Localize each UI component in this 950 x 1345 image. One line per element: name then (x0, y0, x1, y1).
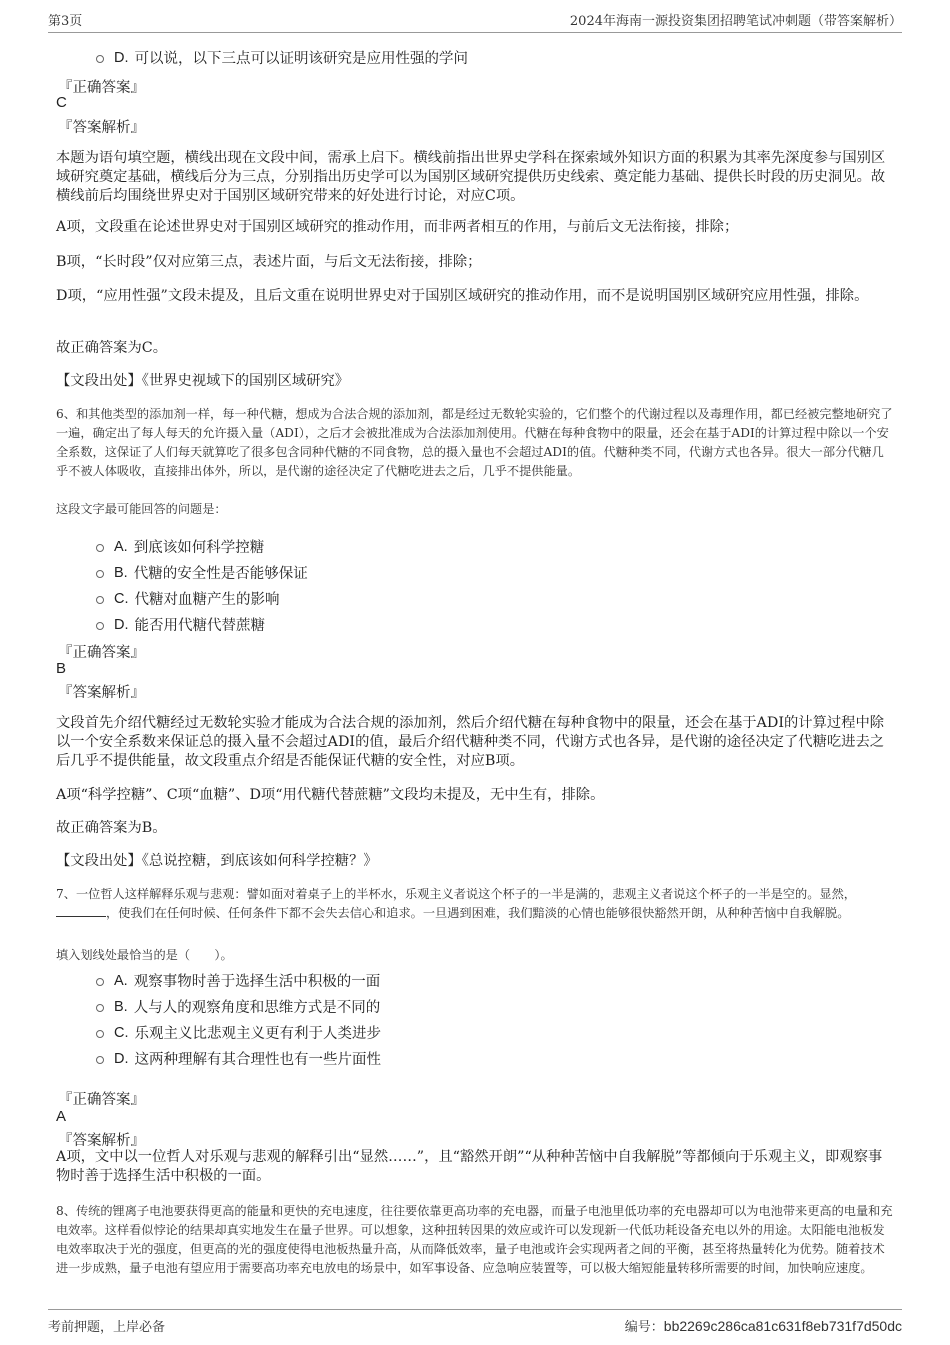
page-number: 第3页 (48, 14, 83, 29)
q7-option-d[interactable]: D. 这两种理解有其合理性也有一些片面性 (96, 1048, 381, 1069)
q7-analysis: A项，文中以一位哲人对乐观与悲观的解释引出“显然……”，且“豁然开朗”“从种种苦恼中自我解脱”等都倾向于乐观主义，即观察事物时善于选择生活中积极的一面。 (56, 1149, 883, 1184)
q5-option-d[interactable]: D. 可以说，以下三点可以证明该研究是应用性强的学问 (96, 47, 468, 68)
radio-icon[interactable] (96, 570, 104, 578)
q5-analysis-p5: 故正确答案为C。 (56, 340, 168, 356)
radio-icon[interactable] (96, 1004, 104, 1012)
q6-stem: 6、和其他类型的添加剂一样，每一种代糖，想成为合法合规的添加剂，都是经过无数轮实验的，它们整个的代谢过程以及毒理作用，都已经被完整地研究了一遍，确定出了每人每天的允许摄入量（ADI），之后才会被批准成为合法添加剂使用。代糖在每种食物中的限量，还会在基于ADI的计算过程中除以一个安全系数，这保证了人们每天就算吃了很多包含同种代糖的不同食物，总的摄入量也不会超过ADI的值。代糖种类不同，代谢方式也各异。很大一部分代糖几乎不被人体吸收，直接排出体外，所以，是代谢的途径决定了代糖吃进去之后，几乎不提供能量。 (56, 407, 893, 478)
q5-analysis-p4: D项，“应用性强”文段未提及，且后文重在说明世界史对于国别区域研究的推动作用，而不是说明国别区域研究应用性强，排除。 (56, 288, 869, 304)
footer-code: 编号：bb2269c286ca81c631f8eb731f7d50dc (624, 1318, 902, 1335)
q6-prompt: 这段文字最可能回答的问题是： (56, 502, 227, 516)
q7-prompt: 填入划线处最恰当的是（ ）。 (56, 948, 233, 962)
radio-icon[interactable] (96, 55, 104, 63)
q6-answer-label: 『正确答案』 (58, 645, 145, 661)
q6-analysis-p2: A项“科学控糖”、C项“血糖”、D项“用代糖代替蔗糖”文段均未提及，无中生有，排除。 (56, 787, 605, 803)
q6-analysis-p1: 文段首先介绍代糖经过无数轮实验才能成为合法合规的添加剂，然后介绍代糖在每种食物中的限量，还会在基于ADI的计算过程中除以一个安全系数来保证总的摄入量不会超过ADI的值，最后介绍代糖种类不同，代谢方式也各异，是代谢的途径决定了代糖吃进去之后几乎不提供能量，故文段重点介绍是否能保证代糖的安全性，对应B项。 (56, 715, 885, 769)
q6-option-c[interactable]: C. 代糖对血糖产生的影响 (96, 588, 280, 609)
q8-stem: 8、传统的锂离子电池要获得更高的能量和更快的充电速度，往往要依靠更高功率的充电器，而量子电池里低功率的充电器却可以为电池带来更高的电量和充电效率。这样看似悖论的结果却真实地发生在量子世界。可以想象，这种扭转因果的效应或许可以发现新一代低功耗设备充电以外的用途。太阳能电池板发电效率取决于光的强度，但更高的光的强度使得电池板热量升高，从而降低效率，量子电池或许会实现两者之间的平衡，甚至将热量转化为优势。随着技术进一步成熟，量子电池有望应用于需要高功率充电放电的场景中，如军事设备、应急响应装置等，可以极大缩短能量转移所需要的时间，加快响应速度。 (56, 1204, 893, 1275)
q6-analysis-p3: 故正确答案为B。 (56, 820, 167, 836)
q5-source: 【文段出处】《世界史视域下的国别区域研究》 (56, 373, 350, 389)
q6-source: 【文段出处】《总说控糖，到底该如何科学控糖？》 (56, 853, 378, 869)
q7-stem: 7、一位哲人这样解释乐观与悲观：譬如面对着桌子上的半杯水，乐观主义者说这个杯子的一半是满的，悲观主义者说这个杯子的一半是空的。显然，，使我们在任何时候、任何条件下都不会失去信心和追求。一旦遇到困难，我们黯淡的心情也能够很快豁然开朗，从种种苦恼中自我解脱。 (56, 887, 856, 920)
footer-slogan: 考前押题，上岸必备 (48, 1320, 166, 1335)
page-header (48, 10, 902, 33)
q7-analysis-label: 『答案解析』 (58, 1133, 145, 1149)
radio-icon[interactable] (96, 544, 104, 552)
document-title: 2024年海南一源投资集团招聘笔试冲刺题（带答案解析） (569, 14, 902, 29)
radio-icon[interactable] (96, 1030, 104, 1038)
q5-analysis-label: 『答案解析』 (58, 120, 145, 136)
q6-analysis-label: 『答案解析』 (58, 685, 145, 701)
radio-icon[interactable] (96, 622, 104, 630)
radio-icon[interactable] (96, 978, 104, 986)
q7-answer-label: 『正确答案』 (58, 1092, 145, 1108)
radio-icon[interactable] (96, 1056, 104, 1064)
q7-option-a[interactable]: A. 观察事物时善于选择生活中积极的一面 (96, 970, 380, 991)
q7-option-b[interactable]: B. 人与人的观察角度和思维方式是不同的 (96, 996, 380, 1017)
q7-answer: A (56, 1108, 67, 1125)
q5-analysis-p1: 本题为语句填空题，横线出现在文段中间，需承上启下。横线前指出世界史学科在探索域外知识方面的积累为其率先深度参与国别区域研究奠定基础，横线后分为三点，分别指出历史学可以为国别区域研究提供历史线索、奠定能力基础、提供长时段的历史洞见。故横线前后均围绕世界史对于国别区域研究带来的好处进行讨论，对应C项。 (56, 150, 886, 204)
q5-analysis-p3: B项，“长时段”仅对应第三点，表述片面，与后文无法衔接，排除； (56, 254, 482, 270)
q6-option-d[interactable]: D. 能否用代糖代替蔗糖 (96, 614, 265, 635)
radio-icon[interactable] (96, 596, 104, 604)
q7-option-c[interactable]: C. 乐观主义比悲观主义更有利于人类进步 (96, 1022, 381, 1043)
page-footer (48, 1309, 902, 1335)
q5-answer: C (56, 94, 67, 111)
q6-answer: B (56, 660, 67, 677)
q6-option-b[interactable]: B. 代糖的安全性是否能够保证 (96, 562, 308, 583)
q5-analysis-p2: A项，文段重在论述世界史对于国别区域研究的推动作用，而非两者相互的作用，与前后文无法衔接，排除； (56, 219, 739, 235)
fill-in-blank (56, 916, 106, 917)
q5-answer-label: 『正确答案』 (58, 80, 145, 96)
q6-option-a[interactable]: A. 到底该如何科学控糖 (96, 536, 264, 557)
